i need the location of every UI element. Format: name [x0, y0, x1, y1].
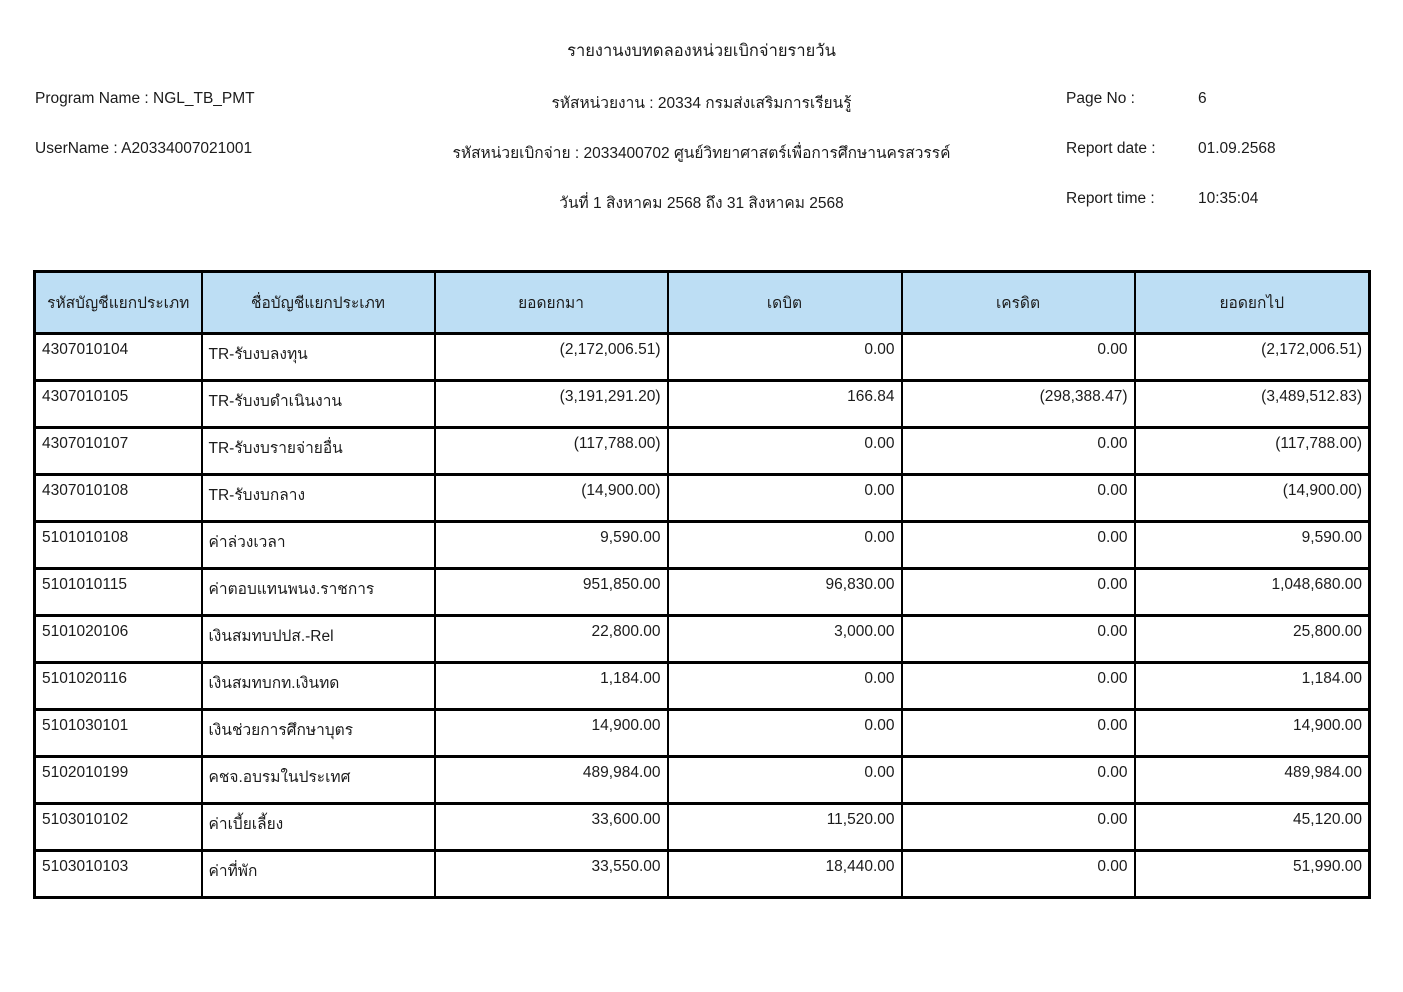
table-row [35, 851, 1370, 898]
debit-cell: 0.00 [668, 334, 902, 381]
opening-balance-cell: 14,900.00 [435, 710, 668, 757]
opening-balance-cell: 489,984.00 [435, 757, 668, 804]
credit-cell: 0.00 [902, 851, 1135, 898]
col-header-debit: เดบิต [668, 272, 902, 334]
credit-cell: 0.00 [902, 757, 1135, 804]
table-row [35, 381, 1370, 428]
opening-balance-cell: 951,850.00 [435, 569, 668, 616]
table-row [35, 616, 1370, 663]
closing-balance-cell: 14,900.00 [1135, 710, 1370, 757]
account-code-cell: 5102010199 [35, 757, 202, 804]
account-code-cell: 5101010108 [35, 522, 202, 569]
account-name-cell: ค่าเบี้ยเลี้ยง [202, 804, 435, 851]
table-row [35, 710, 1370, 757]
account-code-cell: 4307010104 [35, 334, 202, 381]
account-name-cell: เงินสมทบกท.เงินทด [202, 663, 435, 710]
debit-cell: 0.00 [668, 757, 902, 804]
account-code-cell: 5103010102 [35, 804, 202, 851]
table-body [35, 334, 1370, 898]
report-date-value: 01.09.2568 [1198, 140, 1276, 157]
account-name-cell: TR-รับงบลงทุน [202, 334, 435, 381]
closing-balance-cell: (3,489,512.83) [1135, 381, 1370, 428]
credit-cell: 0.00 [902, 569, 1135, 616]
debit-cell: 11,520.00 [668, 804, 902, 851]
debit-cell: 0.00 [668, 475, 902, 522]
closing-balance-cell: 489,984.00 [1135, 757, 1370, 804]
closing-balance-cell: 51,990.00 [1135, 851, 1370, 898]
account-code-cell: 5101010115 [35, 569, 202, 616]
col-header-closing-balance: ยอดยกไป [1135, 272, 1370, 334]
report-time-label: Report time : [1066, 190, 1155, 207]
table-row [35, 475, 1370, 522]
col-header-account-name: ชื่อบัญชีแยกประเภท [202, 272, 435, 334]
account-code-cell: 4307010105 [35, 381, 202, 428]
account-code-cell: 5101030101 [35, 710, 202, 757]
debit-cell: 0.00 [668, 710, 902, 757]
debit-cell: 18,440.00 [668, 851, 902, 898]
account-name-cell: TR-รับงบรายจ่ายอื่น [202, 428, 435, 475]
page-title: รายงานงบทดลองหน่วยเบิกจ่ายรายวัน [567, 42, 836, 60]
opening-balance-cell: 1,184.00 [435, 663, 668, 710]
closing-balance-cell: 1,048,680.00 [1135, 569, 1370, 616]
opening-balance-cell: 9,590.00 [435, 522, 668, 569]
closing-balance-cell: 9,590.00 [1135, 522, 1370, 569]
credit-cell: 0.00 [902, 804, 1135, 851]
opening-balance-cell: 33,600.00 [435, 804, 668, 851]
col-header-credit: เครดิต [902, 272, 1135, 334]
credit-cell: 0.00 [902, 522, 1135, 569]
account-name-cell: เงินสมทบปปส.-Rel [202, 616, 435, 663]
meta-row-1 [0, 90, 1403, 120]
opening-balance-cell: 33,550.00 [435, 851, 668, 898]
account-code-cell: 4307010107 [35, 428, 202, 475]
table-header [35, 272, 1370, 334]
period-text: วันที่ 1 สิงหาคม 2568 ถึง 31 สิงหาคม 2568 [559, 195, 844, 212]
col-header-opening-balance: ยอดยกมา [435, 272, 668, 334]
debit-cell: 96,830.00 [668, 569, 902, 616]
closing-balance-cell: 1,184.00 [1135, 663, 1370, 710]
credit-cell: 0.00 [902, 616, 1135, 663]
account-name-cell: คชจ.อบรมในประเทศ [202, 757, 435, 804]
table-row [35, 522, 1370, 569]
account-name-cell: ค่าตอบแทนพนง.ราชการ [202, 569, 435, 616]
credit-cell: 0.00 [902, 663, 1135, 710]
account-name-cell: ค่าล่วงเวลา [202, 522, 435, 569]
closing-balance-cell: 25,800.00 [1135, 616, 1370, 663]
credit-cell: (298,388.47) [902, 381, 1135, 428]
debit-cell: 3,000.00 [668, 616, 902, 663]
account-code-cell: 5101020106 [35, 616, 202, 663]
closing-balance-cell: (117,788.00) [1135, 428, 1370, 475]
trial-balance-table [33, 270, 1371, 899]
credit-cell: 0.00 [902, 334, 1135, 381]
report-time-value: 10:35:04 [1198, 190, 1259, 207]
debit-cell: 0.00 [668, 663, 902, 710]
opening-balance-cell: (3,191,291.20) [435, 381, 668, 428]
credit-cell: 0.00 [902, 475, 1135, 522]
report-date-label: Report date : [1066, 140, 1156, 157]
col-header-account-code: รหัสบัญชีแยกประเภท [35, 272, 202, 334]
username-text: UserName : A20334007021001 [35, 140, 253, 157]
debit-cell: 0.00 [668, 522, 902, 569]
table-row [35, 428, 1370, 475]
table-header-row [35, 272, 1370, 334]
account-code-cell: 5103010103 [35, 851, 202, 898]
account-name-cell: เงินช่วยการศึกษาบุตร [202, 710, 435, 757]
page-no-label: Page No : [1066, 90, 1135, 107]
credit-cell: 0.00 [902, 710, 1135, 757]
table-row [35, 569, 1370, 616]
disbursement-unit-text: รหัสหน่วยเบิกจ่าย : 2033400702 ศูนย์วิทยาศาสตร์เพื่อการศึกษานครสวรรค์ [452, 145, 951, 162]
meta-row-3 [0, 190, 1403, 220]
table-row [35, 804, 1370, 851]
table-row [35, 663, 1370, 710]
opening-balance-cell: (2,172,006.51) [435, 334, 668, 381]
opening-balance-cell: (14,900.00) [435, 475, 668, 522]
debit-cell: 0.00 [668, 428, 902, 475]
account-name-cell: ค่าที่พัก [202, 851, 435, 898]
debit-cell: 166.84 [668, 381, 902, 428]
meta-row-2 [0, 140, 1403, 170]
program-name-text: Program Name : NGL_TB_PMT [35, 90, 255, 107]
agency-code-text: รหัสหน่วยงาน : 20334 กรมส่งเสริมการเรียนรู้ [551, 95, 852, 112]
closing-balance-cell: (2,172,006.51) [1135, 334, 1370, 381]
page-no-value: 6 [1198, 90, 1207, 107]
closing-balance-cell: 45,120.00 [1135, 804, 1370, 851]
table-row [35, 334, 1370, 381]
account-name-cell: TR-รับงบกลาง [202, 475, 435, 522]
opening-balance-cell: (117,788.00) [435, 428, 668, 475]
account-name-cell: TR-รับงบดำเนินงาน [202, 381, 435, 428]
credit-cell: 0.00 [902, 428, 1135, 475]
account-code-cell: 4307010108 [35, 475, 202, 522]
opening-balance-cell: 22,800.00 [435, 616, 668, 663]
account-code-cell: 5101020116 [35, 663, 202, 710]
closing-balance-cell: (14,900.00) [1135, 475, 1370, 522]
table-row [35, 757, 1370, 804]
